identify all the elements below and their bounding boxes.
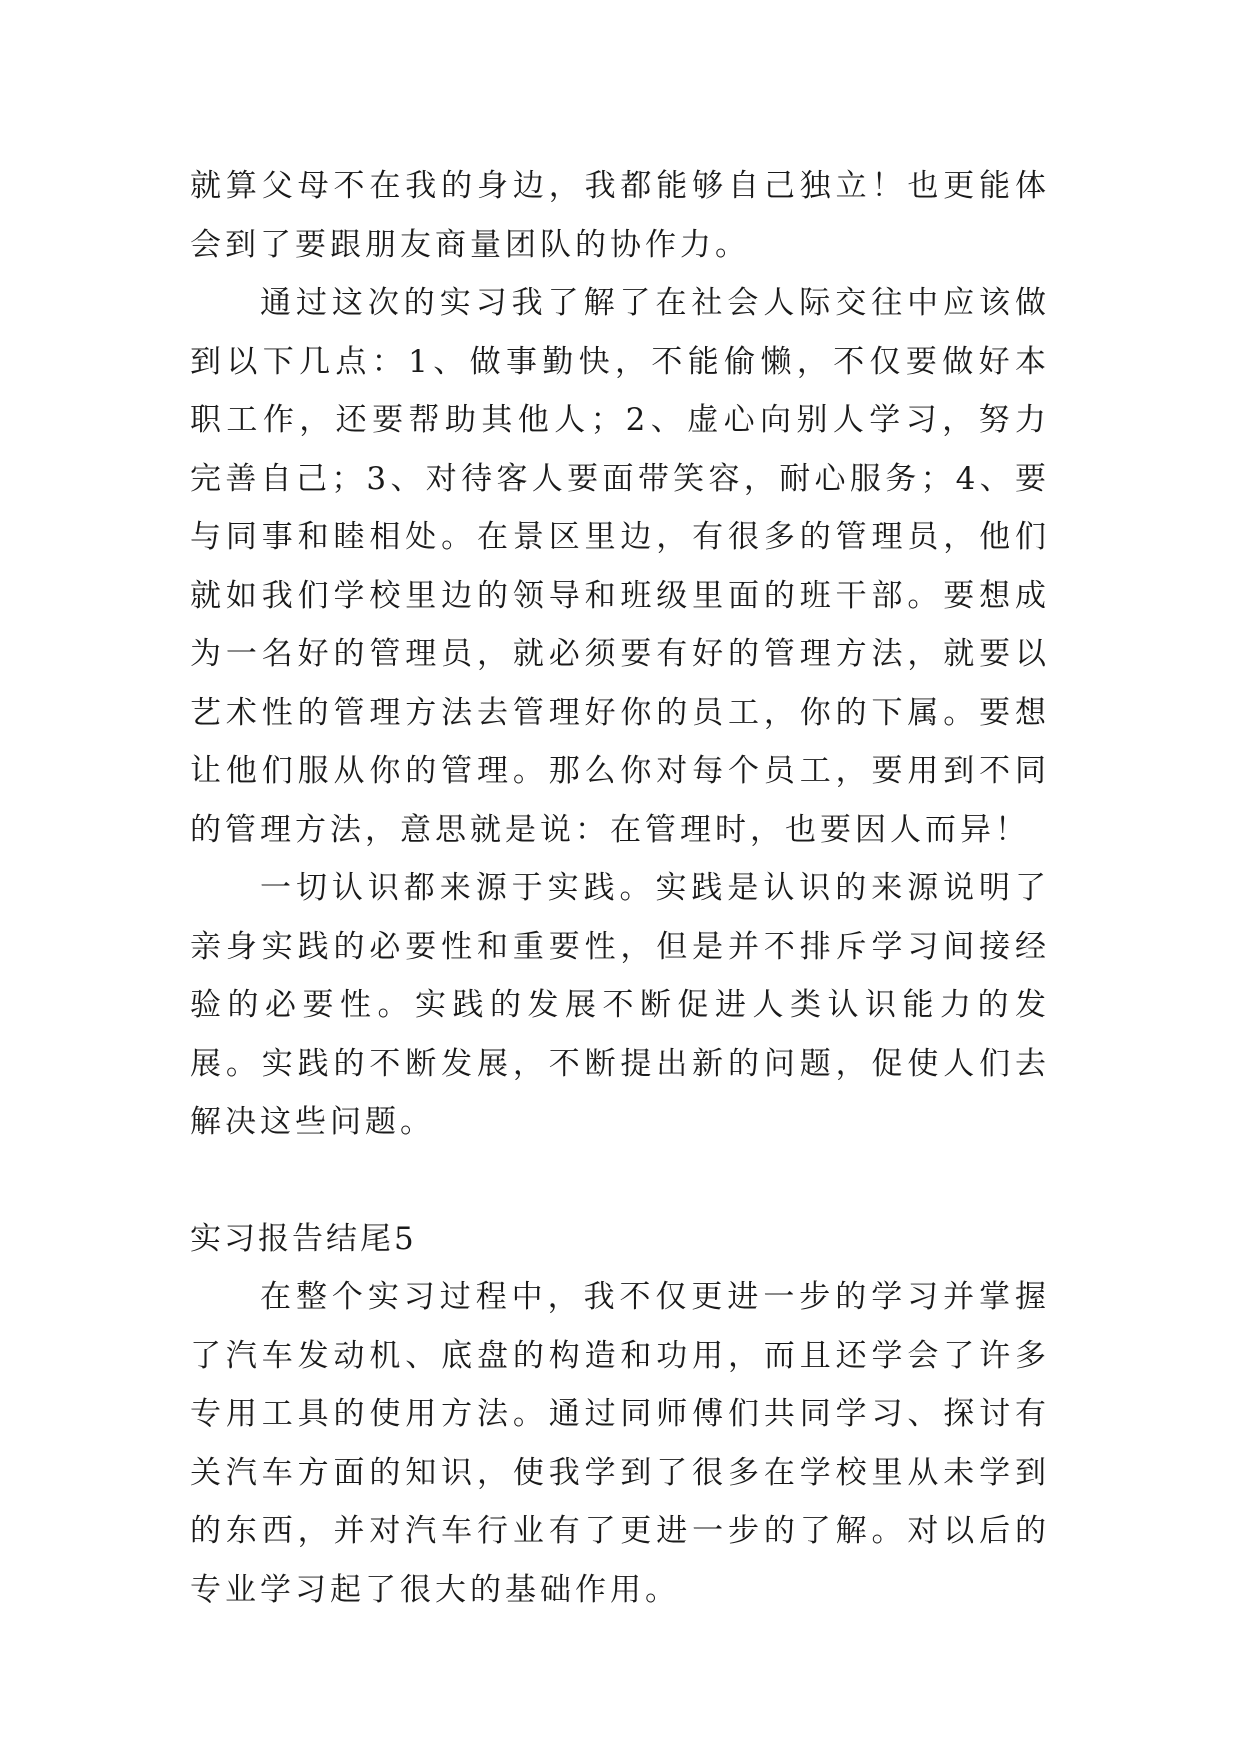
paragraph-lessons: 通过这次的实习我了解了在社会人际交往中应该做到以下几点：1、做事勤快，不能偷懒，不仅要做好本职工作，还要帮助其他人；2、虚心向别人学习，努力完善自己；3、对待客人要面带笑容，耐心服务；4、要与同事和睦相处。在景区里边，有很多的管理员，他们就如我们学校里边的领导和班级里面的班干部。要想成为一名好的管理员，就必须要有好的管理方法，就要以艺术性的管理方法去管理好你的员工，你的下属。要想让他们服从你的管理。那么你对每个员工，要用到不同的管理方法，意思就是说：在管理时，也要因人而异！ xyxy=(190,285,1050,848)
section-heading: 实习报告结尾5 xyxy=(190,1220,417,1257)
paragraph-car: 在整个实习过程中，我不仅更进一步的学习并掌握了汽车发动机、底盘的构造和功用，而且还学会了许多专用工具的使用方法。通过同师傅们共同学习、探讨有关汽车方面的知识，使我学到了很多在学校里从未学到的东西，并对汽车行业有了更进一步的了解。对以后的专业学习起了很大的基础作用。 xyxy=(190,1279,1050,1608)
document-body xyxy=(190,157,1050,1619)
section-spacer xyxy=(190,1152,1050,1210)
paragraph-practice: 一切认识都来源于实践。实践是认识的来源说明了亲身实践的必要性和重要性，但是并不排斥学习间接经验的必要性。实践的发展不断促进人类认识能力的发展。实践的不断发展，不断提出新的问题，促使人们去解决这些问题。 xyxy=(190,870,1050,1140)
paragraph-continuation: 就算父母不在我的身边，我都能够自己独立！也更能体会到了要跟朋友商量团队的协作力。 xyxy=(190,168,1050,263)
